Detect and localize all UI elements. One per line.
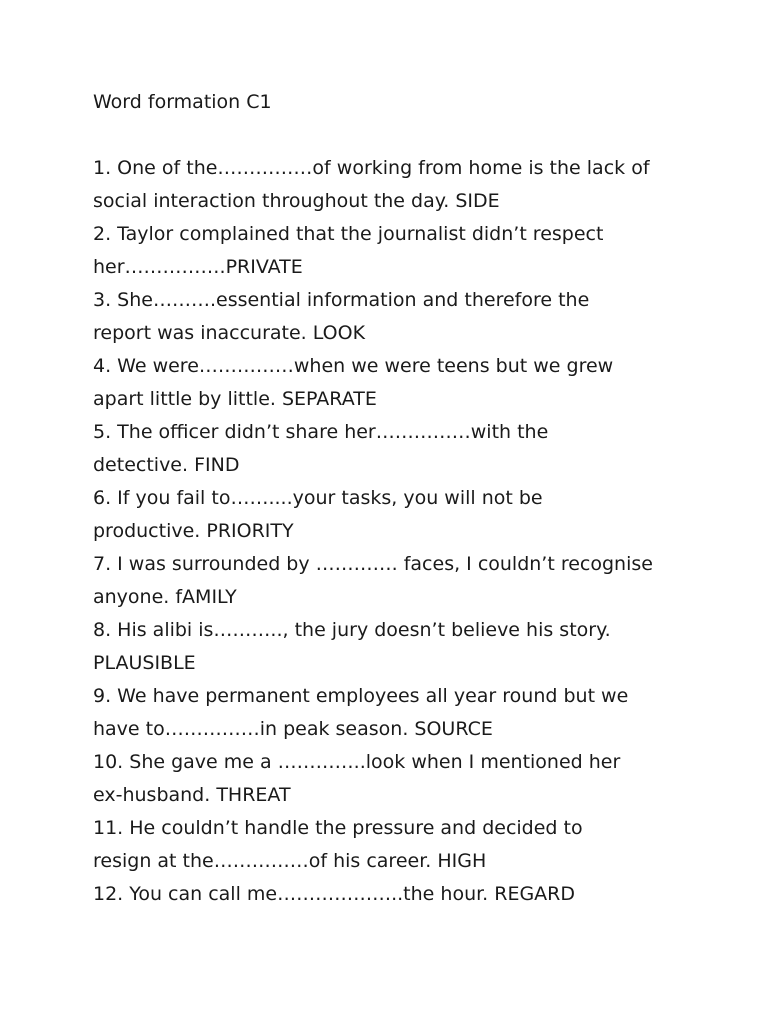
exercise-line-11: 6. If you fail to……....your tasks, you will not be bbox=[93, 487, 543, 509]
exercise-line-23: 12. You can call me………………..the hour. REGARD bbox=[93, 883, 576, 905]
exercise-line-15: 8. His alibi is……….., the jury doesn’t believe his story. bbox=[93, 619, 611, 641]
exercise-line-10: detective. FIND bbox=[93, 454, 240, 476]
exercise-line-9: 5. The officer didn’t share her……………with the bbox=[93, 421, 549, 443]
exercise-line-20: ex-husband. THREAT bbox=[93, 784, 291, 806]
exercise-line-14: anyone. fAMILY bbox=[93, 586, 237, 608]
exercise-line-7: 4. We were……………when we were teens but we grew bbox=[93, 355, 614, 377]
exercise-line-18: have to……………in peak season. SOURCE bbox=[93, 718, 493, 740]
exercise-line-1: 1. One of the……………of working from home is the lack of bbox=[93, 157, 650, 179]
exercise-line-8: apart little by little. SEPARATE bbox=[93, 388, 377, 410]
exercise-line-2: social interaction throughout the day. SIDE bbox=[93, 190, 500, 212]
exercise-line-19: 10. She gave me a …………..look when I mentioned her bbox=[93, 751, 621, 773]
exercise-line-5: 3. She……….essential information and therefore the bbox=[93, 289, 590, 311]
exercise-line-12: productive. PRIORITY bbox=[93, 520, 294, 542]
document-body bbox=[93, 86, 703, 911]
exercise-line-13: 7. I was surrounded by …………. faces, I couldn’t recognise bbox=[93, 553, 653, 575]
exercise-line-6: report was inaccurate. LOOK bbox=[93, 322, 366, 344]
blank-line bbox=[93, 119, 703, 152]
exercise-line-21: 11. He couldn’t handle the pressure and decided to bbox=[93, 817, 583, 839]
exercise-line-22: resign at the……………of his career. HIGH bbox=[93, 850, 487, 872]
exercise-line-4: her…………….PRIVATE bbox=[93, 256, 303, 278]
document-title: Word formation C1 bbox=[93, 91, 272, 113]
exercise-line-17: 9. We have permanent employees all year round but we bbox=[93, 685, 629, 707]
exercise-line-16: PLAUSIBLE bbox=[93, 652, 196, 674]
exercise-line-3: 2. Taylor complained that the journalist didn’t respect bbox=[93, 223, 604, 245]
